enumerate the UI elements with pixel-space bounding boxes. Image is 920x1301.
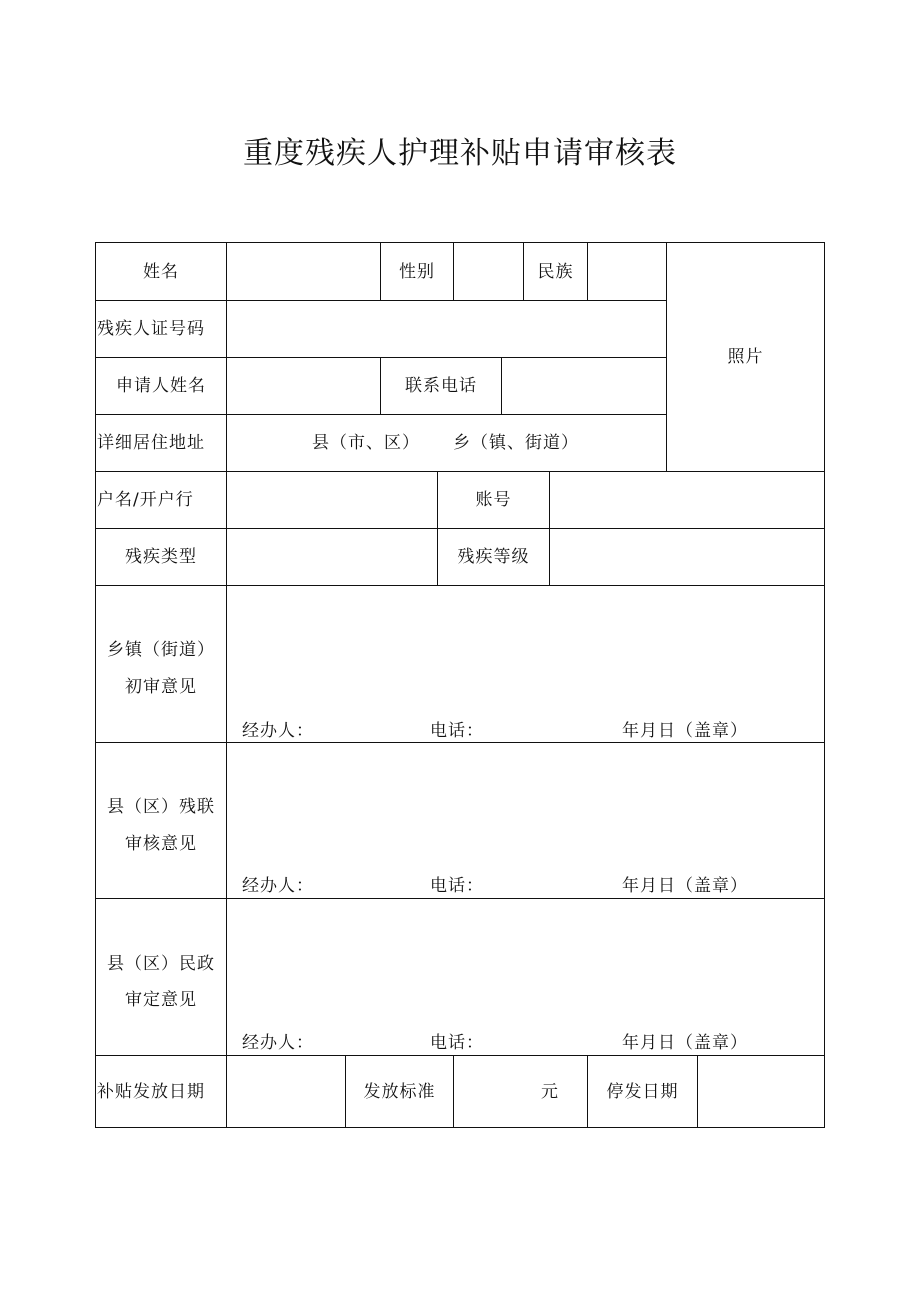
issue-date-label: 补贴发放日期 (97, 1082, 205, 1102)
review-phone-label: 电话： (430, 876, 484, 896)
review-opinion-field[interactable] (227, 743, 824, 871)
gender-field[interactable] (454, 243, 523, 300)
review-opinion-field[interactable] (227, 586, 824, 714)
review-phone-label: 电话： (430, 1033, 484, 1053)
disability-level-label: 残疾等级 (457, 547, 530, 567)
page-title: 重度残疾人护理补贴申请审核表 (243, 136, 677, 171)
phone-field[interactable] (502, 358, 666, 414)
stop-date-label: 停发日期 (606, 1082, 679, 1102)
photo-label: 照片 (727, 347, 764, 367)
review-label-line2: 审定意见 (125, 990, 197, 1010)
date-seal-label: 年月日（盖章） (622, 1033, 748, 1053)
address-county-text: 县（市、区） (312, 433, 420, 453)
applicant-name-label: 申请人姓名 (116, 376, 206, 396)
review-label-line1: 县（区）民政 (107, 954, 215, 974)
disability-level-field[interactable] (550, 529, 824, 585)
review-label-line1: 县（区）残联 (107, 797, 215, 817)
applicant-name-field[interactable] (227, 358, 380, 414)
phone-label: 联系电话 (405, 376, 477, 396)
disability-cert-label: 残疾人证号码 (97, 319, 205, 339)
ethnicity-field[interactable] (588, 243, 666, 300)
date-seal-label: 年月日（盖章） (622, 721, 748, 741)
address-label: 详细居住地址 (97, 433, 205, 453)
stop-date-field[interactable] (698, 1056, 824, 1127)
review-label-line2: 审核意见 (125, 834, 197, 854)
review-label-line1: 乡镇（街道） (107, 640, 215, 660)
disability-cert-field[interactable] (227, 301, 666, 357)
account-holder-bank-field[interactable] (227, 472, 437, 528)
account-no-field[interactable] (550, 472, 824, 528)
date-seal-label: 年月日（盖章） (622, 876, 748, 896)
name-field[interactable] (227, 243, 380, 300)
review-label-line2: 初审意见 (125, 677, 197, 697)
review-phone-label: 电话： (430, 721, 484, 741)
ethnicity-label: 民族 (537, 262, 574, 282)
issue-date-field[interactable] (227, 1056, 345, 1127)
name-label: 姓名 (143, 262, 179, 282)
standard-label: 发放标准 (363, 1082, 436, 1102)
account-no-label: 账号 (475, 490, 512, 510)
cell-divider (437, 471, 438, 585)
table-border-right (824, 242, 825, 1128)
handler-label: 经办人： (242, 721, 314, 741)
address-town-text: 乡（镇、街道） (453, 433, 579, 453)
table-border-bottom (95, 1127, 825, 1128)
row-divider (95, 414, 667, 415)
review-opinion-field[interactable] (227, 899, 824, 1027)
yuan-unit: 元 (541, 1082, 559, 1102)
gender-label: 性别 (399, 262, 435, 282)
standard-amount-field[interactable] (454, 1056, 534, 1127)
account-holder-bank-label: 户名/开户行 (97, 490, 194, 510)
disability-type-label: 残疾类型 (125, 547, 197, 567)
handler-label: 经办人： (242, 1033, 314, 1053)
disability-type-field[interactable] (227, 529, 437, 585)
handler-label: 经办人： (242, 876, 314, 896)
